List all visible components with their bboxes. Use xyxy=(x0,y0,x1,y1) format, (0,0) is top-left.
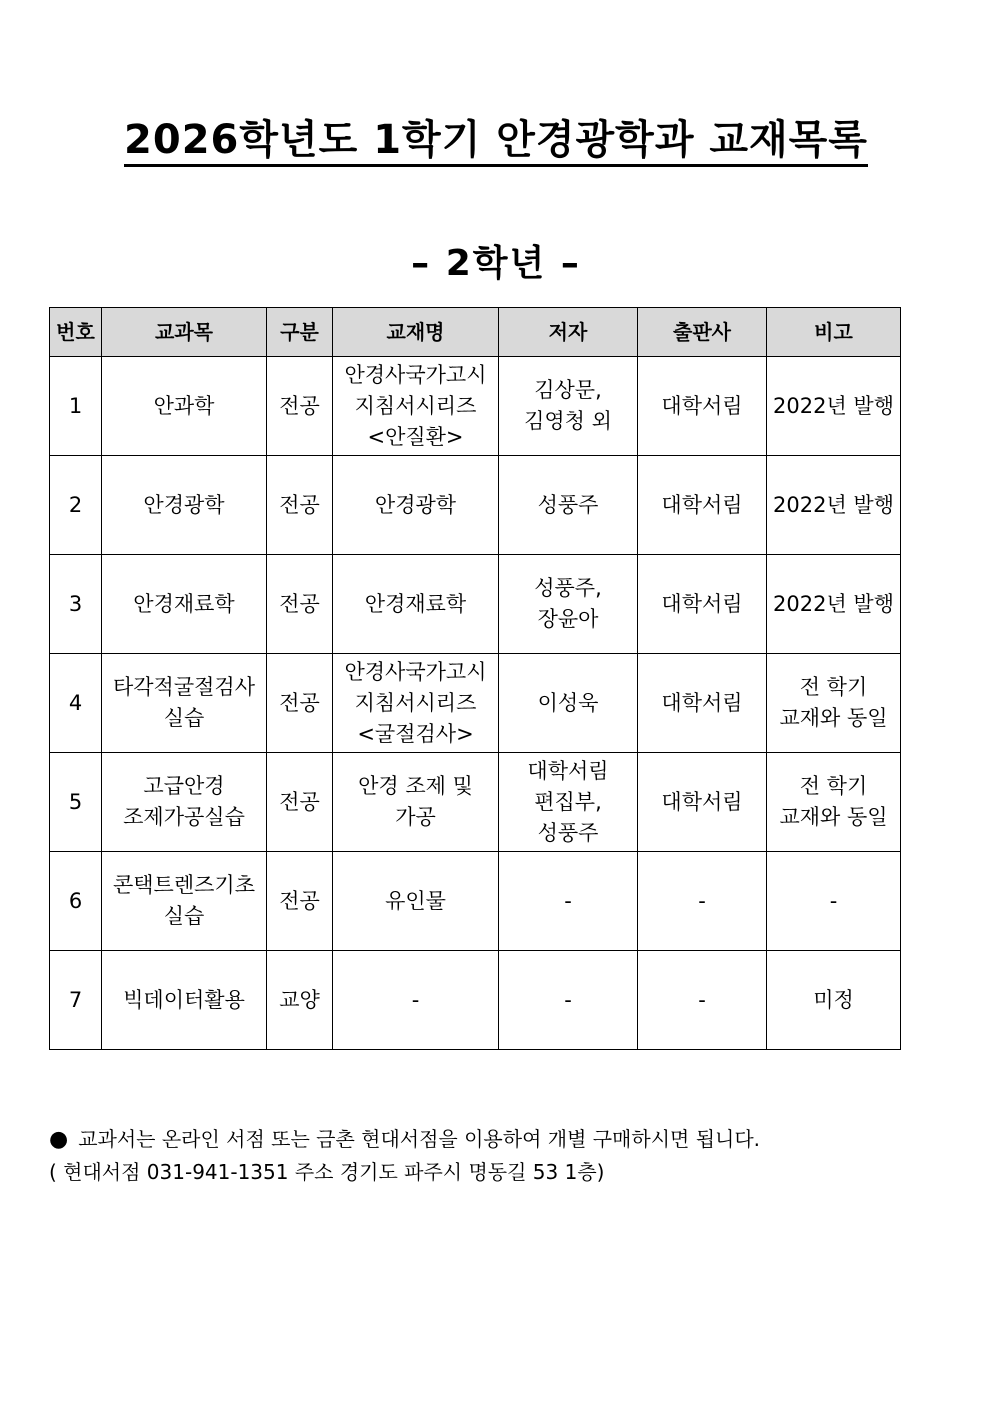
cell-note: - xyxy=(767,852,901,951)
cell-number: 2 xyxy=(50,456,102,555)
cell-type: 전공 xyxy=(267,753,333,852)
cell-author: - xyxy=(499,852,638,951)
cell-number: 7 xyxy=(50,951,102,1050)
cell-subject: 안경광학 xyxy=(102,456,267,555)
cell-type: 전공 xyxy=(267,456,333,555)
table-row xyxy=(50,456,901,555)
cell-type: 전공 xyxy=(267,654,333,753)
column-header-note: 비고 xyxy=(767,308,901,357)
cell-book: 안경재료학 xyxy=(333,555,499,654)
cell-type: 전공 xyxy=(267,357,333,456)
table-row xyxy=(50,951,901,1050)
cell-number: 5 xyxy=(50,753,102,852)
cell-publisher: 대학서림 xyxy=(638,357,767,456)
purchase-note xyxy=(49,1123,949,1188)
cell-publisher: 대학서림 xyxy=(638,654,767,753)
bullet-icon: ● xyxy=(49,1127,69,1152)
cell-author: 김상문, 김영청 외 xyxy=(499,357,638,456)
table-row xyxy=(50,555,901,654)
cell-type: 교양 xyxy=(267,951,333,1050)
cell-book: 안경광학 xyxy=(333,456,499,555)
column-header-type: 구분 xyxy=(267,308,333,357)
column-header-subject: 교과목 xyxy=(102,308,267,357)
cell-note: 미정 xyxy=(767,951,901,1050)
table-row xyxy=(50,357,901,456)
cell-number: 6 xyxy=(50,852,102,951)
column-header-book: 교재명 xyxy=(333,308,499,357)
cell-type: 전공 xyxy=(267,852,333,951)
cell-number: 4 xyxy=(50,654,102,753)
purchase-note-text: 교과서는 온라인 서점 또는 금촌 현대서점을 이용하여 개별 구매하시면 됩니다. xyxy=(78,1127,761,1151)
cell-publisher: 대학서림 xyxy=(638,753,767,852)
purchase-note-line-1 xyxy=(49,1123,949,1156)
grade-heading: – 2학년 – xyxy=(411,243,581,284)
cell-author: 성풍주, 장윤아 xyxy=(499,555,638,654)
cell-book: 안경사국가고시 지침서시리즈 <안질환> xyxy=(333,357,499,456)
column-header-number: 번호 xyxy=(50,308,102,357)
column-header-publisher: 출판사 xyxy=(638,308,767,357)
cell-note: 2022년 발행 xyxy=(767,555,901,654)
cell-number: 3 xyxy=(50,555,102,654)
textbook-table xyxy=(49,307,901,1050)
cell-subject: 빅데이터활용 xyxy=(102,951,267,1050)
header-row xyxy=(50,308,901,357)
cell-author: 이성욱 xyxy=(499,654,638,753)
page-title xyxy=(0,112,992,168)
cell-type: 전공 xyxy=(267,555,333,654)
table-body xyxy=(50,357,901,1050)
cell-note: 2022년 발행 xyxy=(767,357,901,456)
cell-author: 대학서림 편집부, 성풍주 xyxy=(499,753,638,852)
cell-note: 전 학기 교재와 동일 xyxy=(767,753,901,852)
cell-book: - xyxy=(333,951,499,1050)
cell-publisher: - xyxy=(638,852,767,951)
table-row xyxy=(50,753,901,852)
page-title-text: 2026학년도 1학기 안경광학과 교재목록 xyxy=(124,117,868,167)
cell-publisher: 대학서림 xyxy=(638,456,767,555)
table-header xyxy=(50,308,901,357)
cell-note: 2022년 발행 xyxy=(767,456,901,555)
bookstore-info: ( 현대서점 031-941-1351 주소 경기도 파주시 명동길 53 1층) xyxy=(49,1160,605,1184)
cell-publisher: 대학서림 xyxy=(638,555,767,654)
cell-publisher: - xyxy=(638,951,767,1050)
cell-number: 1 xyxy=(50,357,102,456)
table-row xyxy=(50,852,901,951)
cell-subject: 안과학 xyxy=(102,357,267,456)
cell-subject: 콘택트렌즈기초 실습 xyxy=(102,852,267,951)
column-header-author: 저자 xyxy=(499,308,638,357)
cell-subject: 안경재료학 xyxy=(102,555,267,654)
cell-book: 유인물 xyxy=(333,852,499,951)
cell-note: 전 학기 교재와 동일 xyxy=(767,654,901,753)
cell-book: 안경사국가고시 지침서시리즈 <굴절검사> xyxy=(333,654,499,753)
cell-author: - xyxy=(499,951,638,1050)
cell-author: 성풍주 xyxy=(499,456,638,555)
cell-subject: 타각적굴절검사 실습 xyxy=(102,654,267,753)
cell-book: 안경 조제 및 가공 xyxy=(333,753,499,852)
cell-subject: 고급안경 조제가공실습 xyxy=(102,753,267,852)
table-row xyxy=(50,654,901,753)
